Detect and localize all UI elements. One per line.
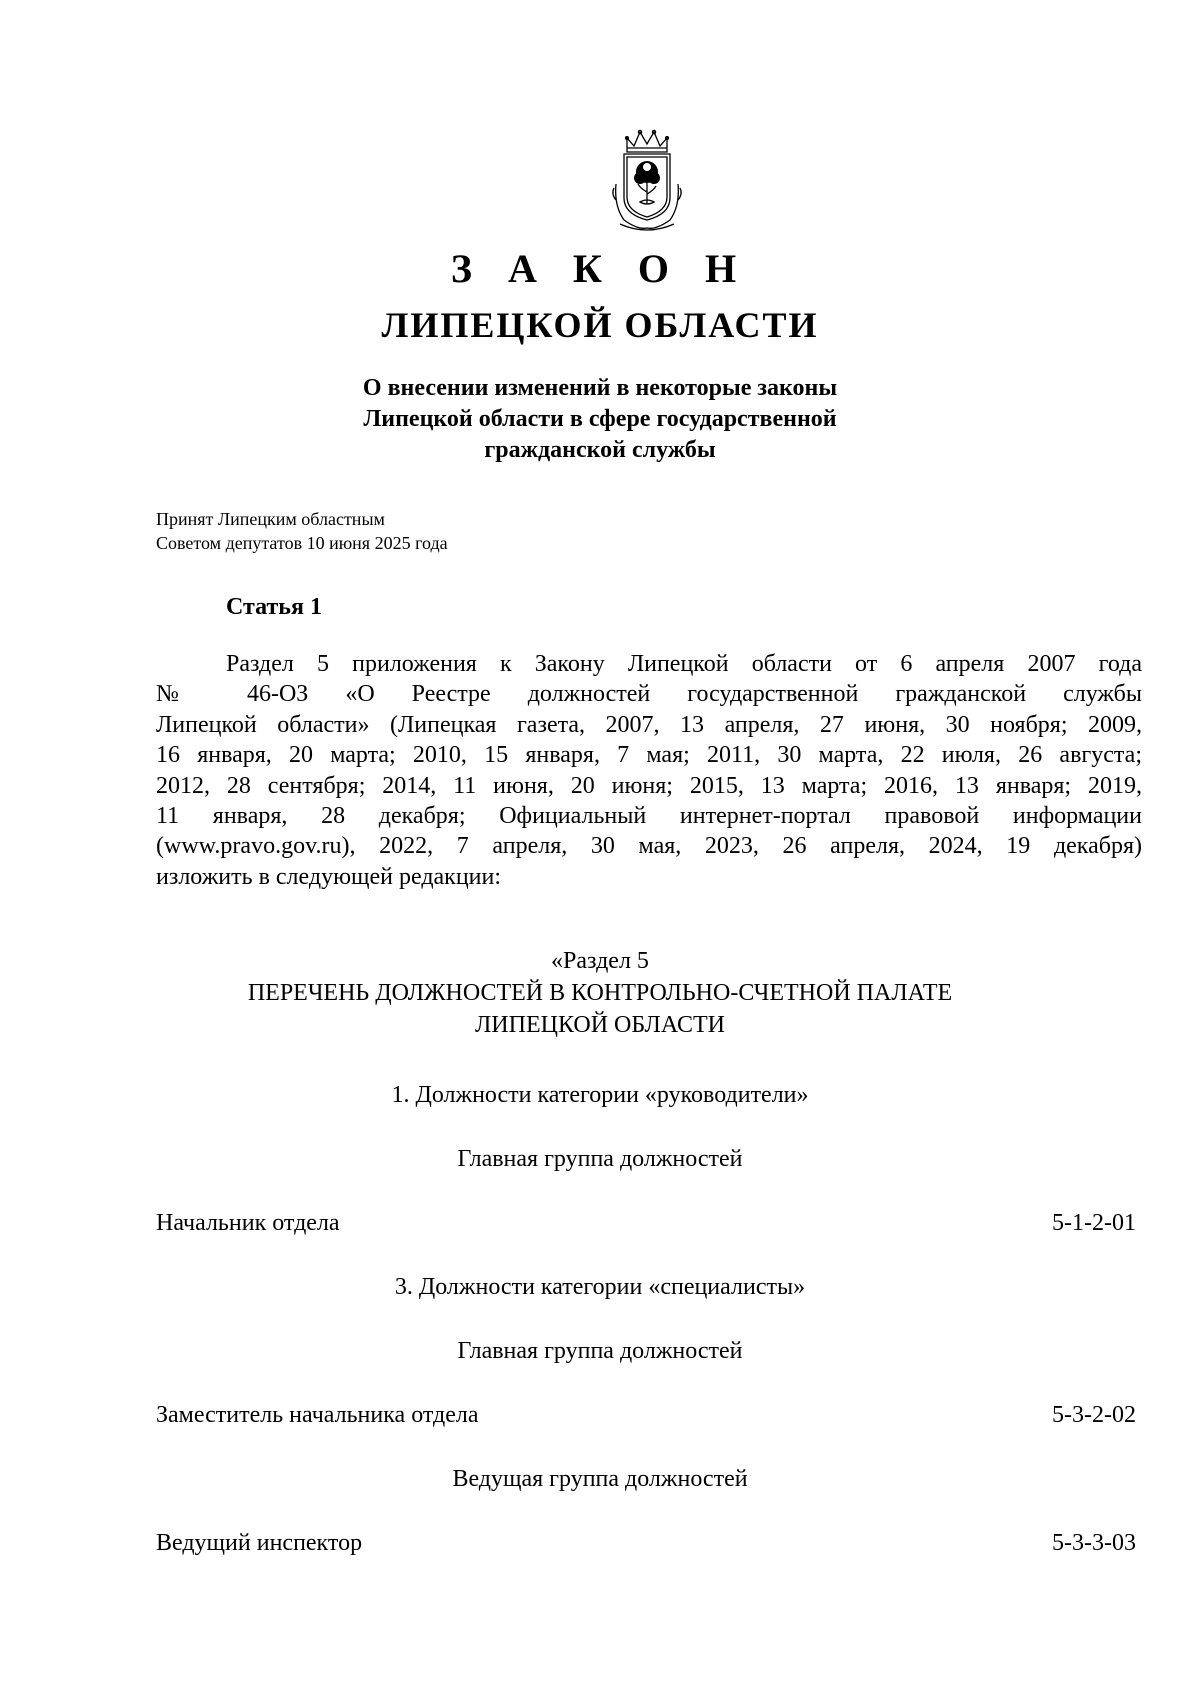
position-code: 5-3-3-03 xyxy=(1052,1530,1136,1556)
article-line: Раздел 5 приложения к Закону Липецкой области от 6 апреля 2007 года xyxy=(226,651,1142,677)
section-label: «Раздел 5 xyxy=(551,948,649,974)
adoption-line: Принят Липецким областным xyxy=(156,509,385,529)
position-name: Ведущий инспектор xyxy=(156,1530,363,1556)
law-subject-line: О внесении изменений в некоторые законы xyxy=(362,375,838,401)
adoption-note xyxy=(156,507,448,555)
article-line: 16 января, 20 марта; 2010, 15 января, 7 мая; 2011, 30 марта, 22 июля, 26 августа; xyxy=(156,742,1142,769)
group-heading: Главная группа должностей xyxy=(457,1146,743,1172)
article-line: Липецкой области» (Липецкая газета, 2007, 13 апреля, 27 июня, 30 ноября; 2009, xyxy=(156,711,1142,738)
article-line: 11 января, 28 декабря; Официальный интернет-портал правовой информации xyxy=(156,803,1142,830)
article-line: (www.pravo.gov.ru), 2022, 7 апреля, 30 мая, 2023, 26 апреля, 2024, 19 декабря) xyxy=(156,833,1142,860)
article-line: 2012, 28 сентября; 2014, 11 июня, 20 июня; 2015, 13 марта; 2016, 13 января; 2019, xyxy=(156,772,1142,799)
section-title-line: ПЕРЕЧЕНЬ ДОЛЖНОСТЕЙ В КОНТРОЛЬНО-СЧЕТНОЙ ПАЛАТЕ xyxy=(247,980,953,1006)
lipetsk-coat-of-arms-icon xyxy=(610,128,684,238)
category-heading: 1. Должности категории «руководители» xyxy=(391,1082,809,1108)
position-name: Заместитель начальника отдела xyxy=(156,1402,479,1428)
category-heading: 3. Должности категории «специалисты» xyxy=(394,1274,806,1300)
position-name: Начальник отдела xyxy=(156,1210,340,1236)
law-title: З А К О Н xyxy=(450,246,750,291)
section-title xyxy=(0,977,1200,1041)
section-title-line: ЛИПЕЦКОЙ ОБЛАСТИ xyxy=(475,1012,725,1038)
article-body xyxy=(156,649,1142,892)
position-code: 5-3-2-02 xyxy=(1052,1402,1136,1428)
article-line: № 46-ОЗ «О Реестре должностей государственной гражданской службы xyxy=(156,681,1142,708)
adoption-line: Советом депутатов 10 июня 2025 года xyxy=(156,533,448,553)
law-subject-line: гражданской службы xyxy=(484,437,716,463)
law-subject-line: Липецкой области в сфере государственной xyxy=(363,406,837,432)
article-heading: Статья 1 xyxy=(226,594,322,620)
law-subject xyxy=(0,373,1200,466)
position-code: 5-1-2-01 xyxy=(1052,1210,1136,1236)
group-heading: Главная группа должностей xyxy=(457,1338,743,1364)
article-line: изложить в следующей редакции: xyxy=(156,863,502,890)
law-region: ЛИПЕЦКОЙ ОБЛАСТИ xyxy=(381,305,819,345)
group-heading: Ведущая группа должностей xyxy=(452,1466,748,1492)
